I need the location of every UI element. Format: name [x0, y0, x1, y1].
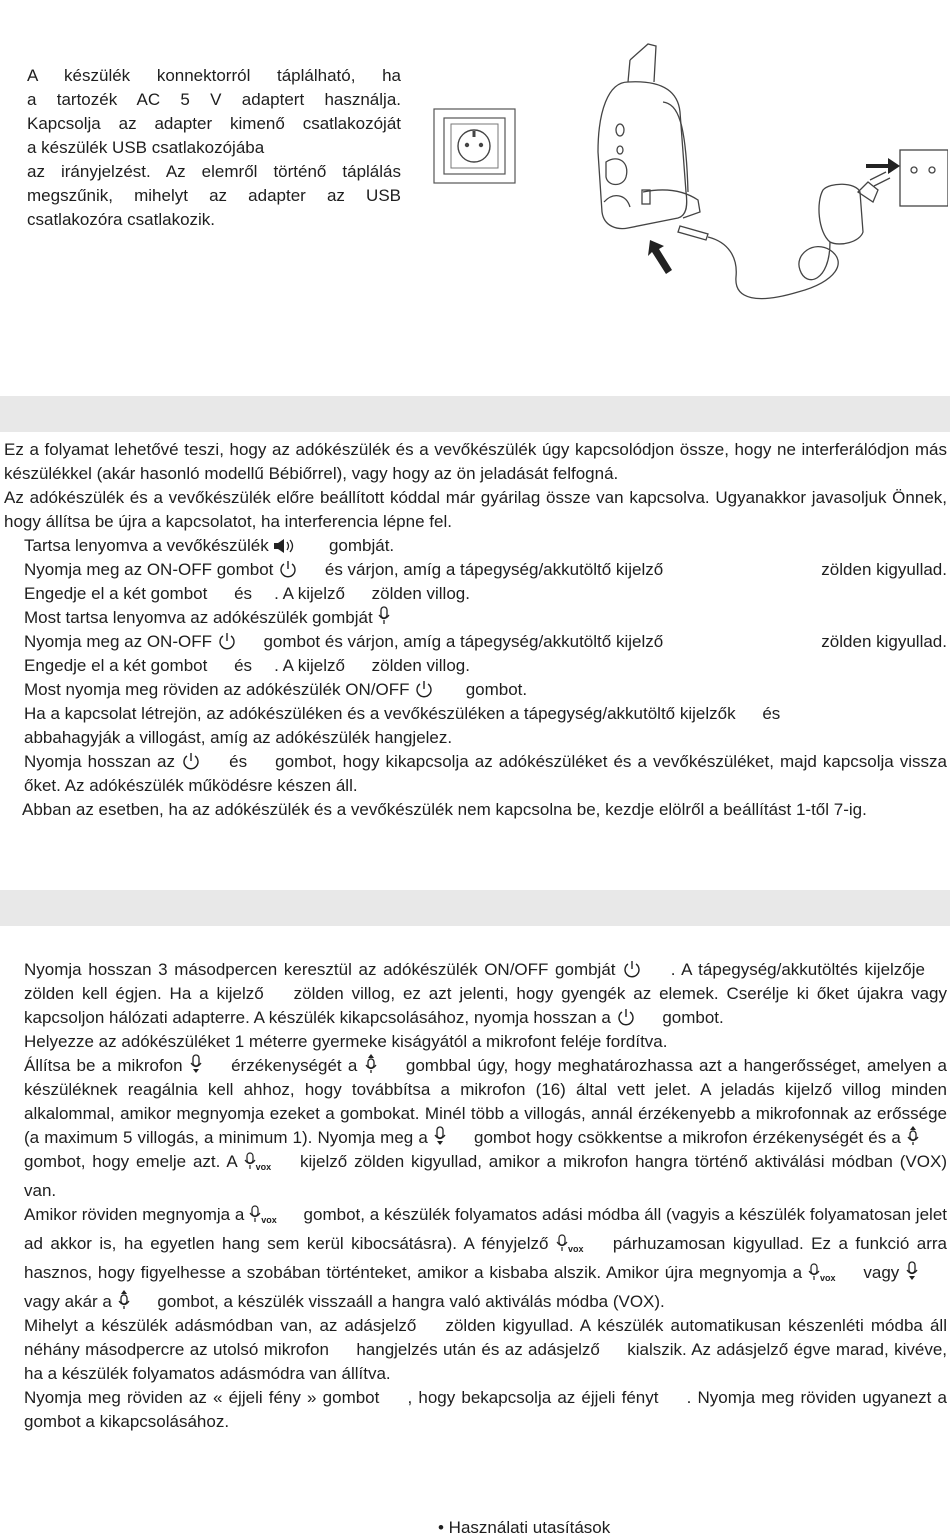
step-text: gombját. — [328, 536, 395, 555]
intro-line: az irányjelzést. Az elemről történő táplálás — [27, 162, 401, 181]
step-text: gombot, hogy kikapcsolja az adókészüléket és a vevőkészüléket, majd kapcsolja vissza őket. Az adókészülék működésre készen áll. — [24, 752, 948, 795]
step — [4, 678, 947, 702]
microphone-minus-icon — [189, 1054, 203, 1074]
step-text: . A kijelző — [274, 656, 345, 675]
microphone-icon — [377, 606, 391, 626]
text: hangjelzés után és az adásjelző — [356, 1340, 600, 1359]
text: gombot, hogy emelje azt. A — [24, 1152, 237, 1171]
vox-label: vox — [261, 1215, 277, 1225]
microphone-plus-icon — [117, 1290, 131, 1310]
power-icon — [616, 1008, 636, 1026]
device-adapter-illustration — [568, 42, 948, 322]
step-text: . A kijelző — [274, 584, 345, 603]
vox-label: vox — [819, 1273, 836, 1283]
speaker-icon — [273, 538, 297, 554]
paragraph — [24, 958, 947, 1030]
microphone-minus-icon — [905, 1261, 919, 1281]
paragraph: Az adókészülék és a vevőkészülék előre beállított kóddal már gyárilag össze van kapcsolva. Ugyanakkor javasoljuk Önnek, hogy állítsa be újra a kapcsolatot, ha interferencia lépne fel. — [4, 488, 947, 531]
vox-label: vox — [255, 1162, 272, 1172]
text: kijelző zölden kigyullad, amikor a mikrofon hangra történő aktiválási módban (VOX) van. — [24, 1152, 947, 1200]
step-text: és várjon, amíg a tápegység/akkutöltő kijelző — [324, 560, 664, 579]
text: . A tápegység/akkutöltés kijelzője — [670, 960, 925, 979]
paragraph: Ez a folyamat lehetővé teszi, hogy az adókészülék és a vevőkészülék úgy kapcsolódjon össze, hogy ne interferálódjon más készülékkel (akár hasonló modellű Bébiőrrel), vagy hogy az ön jeladását felfogná. — [4, 440, 947, 483]
step-text: és — [234, 656, 253, 675]
step-text: Engedje el a két gombot — [24, 656, 208, 675]
paragraph — [24, 1314, 947, 1386]
step-text: Nyomja meg az ON-OFF — [24, 632, 212, 651]
step-text: zölden villog. — [371, 584, 470, 603]
intro-text — [27, 64, 401, 232]
step-text: és — [234, 584, 253, 603]
microphone-vox-icon — [556, 1234, 584, 1261]
step-text: gombot. — [465, 680, 528, 699]
step-text: Nyomja meg az ON-OFF gombot — [24, 560, 274, 579]
text: párhuzamosan kigyullad. Ez a funkció arra hasznos, hogy figyelhesse a szobában történteket, amikor a kisbaba alszik. Amikor újra megnyomja a — [24, 1234, 947, 1282]
text: gombot. — [662, 1008, 724, 1027]
microphone-vox-icon — [249, 1205, 277, 1232]
step — [4, 606, 947, 630]
intro-line: Kapcsolja az adapter kimenő csatlakozóját — [27, 114, 401, 133]
intro-line: megszűnik, mihelyt az adapter az USB — [27, 186, 401, 205]
step — [4, 654, 947, 678]
step — [4, 630, 947, 654]
power-icon — [181, 752, 201, 770]
step-text: Ha a kapcsolat létrejön, az adókészüléken és a vevőkészüléken a tápegység/akkutöltő kijelzők — [24, 704, 736, 723]
text: érzékenységét a — [231, 1056, 358, 1075]
power-icon — [217, 632, 237, 650]
step — [4, 534, 947, 558]
text: gombot, a készülék folyamatos adási módba áll (vagyis a készülék folyamatosan jelet ad akkor is, ha egyetlen hang sem kerül kibocsátásra). A fényjelző — [24, 1205, 947, 1253]
step — [4, 582, 947, 606]
step-text: Most nyomja meg röviden az adókészülék ON/OFF — [24, 680, 410, 699]
microphone-minus-icon — [433, 1126, 447, 1146]
text: vagy — [863, 1263, 900, 1282]
text: Állítsa be a mikrofon — [24, 1056, 183, 1075]
step-text: gombot és várjon, amíg a tápegység/akkutöltő kijelző — [263, 632, 664, 651]
power-icon — [414, 680, 434, 698]
step-text: abbahagyják a villogást, amíg az adókészülék hangjelez. — [24, 728, 453, 747]
paragraph: Helyezze az adókészüléket 1 méterre gyermeke kiságyától a mikrofont feléje fordítva. — [24, 1032, 668, 1051]
text: vagy akár a — [24, 1292, 112, 1311]
step-text: Nyomja hosszan az — [24, 752, 175, 771]
footer-text: • Használati utasítások — [438, 1518, 611, 1537]
step-text: Abban az esetben, ha az adókészülék és a vevőkészülék nem kapcsolna be, kezdje elölről a beállítást 1-től 7-ig. — [22, 800, 867, 819]
step — [4, 750, 947, 798]
text: gombot hogy csökkentse a mikrofon érzékenységét és a — [473, 1128, 901, 1147]
step — [4, 558, 947, 582]
section-header-band — [0, 396, 950, 432]
paragraph — [24, 1386, 947, 1434]
text: gombot, a készülék visszaáll a hangra való aktiválás módba (VOX). — [157, 1292, 665, 1311]
paragraph — [24, 1203, 947, 1314]
text: zölden kell égjen. Ha a kijelző — [24, 984, 264, 1003]
microphone-plus-icon — [906, 1126, 920, 1146]
microphone-vox-icon — [808, 1263, 836, 1290]
text: zölden villog, ez azt jelenti, hogy gyengék az elemek. Cserélje ki őket újakra vagy kapcsoljon hálózati adapterre. A készülék kikapcsolásához, nyomja hosszan a — [24, 984, 947, 1027]
step-text: és — [229, 752, 248, 771]
text: Mihelyt a készülék adásmódban van, az adásjelző — [24, 1316, 417, 1335]
usage-section — [24, 958, 947, 1434]
microphone-plus-icon — [364, 1054, 378, 1074]
text: Nyomja hosszan 3 másodpercen keresztül az adókészülék ON/OFF gombját — [24, 960, 616, 979]
intro-line: csatlakozóra csatlakozik. — [27, 210, 216, 229]
text: Amikor röviden megnyomja a — [24, 1205, 245, 1224]
microphone-vox-icon — [244, 1152, 272, 1179]
step — [4, 798, 947, 822]
text: , hogy bekapcsolja az éjjeli fényt — [407, 1388, 659, 1407]
wall-socket-illustration — [433, 108, 516, 184]
paragraph — [24, 1054, 947, 1203]
step-text: zölden kigyullad. — [821, 560, 947, 579]
section-header-band — [0, 890, 950, 926]
power-icon — [278, 560, 298, 578]
intro-line: A készülék konnektorról táplálható, ha — [27, 66, 401, 85]
text: . Nyomja meg röviden ugyanezt a gombot a kikapcsolásához. — [24, 1388, 947, 1431]
text: gombbal úgy, hogy meghatározhassa azt a hangerősséget, amelyen a készüléknek reagálnia kell ahhoz, hogy továbbítsa a mikrofon (16) által vett jelet. A jeladás kijelző villog minden alkalommal, amikor megnyomja ezeket a gombokat. Minél több a villogás, annál érzékenyebb a mikrofonnak az erőssége (a maximum 5 villogás, a minimum 1). Nyomja meg a — [24, 1056, 947, 1147]
step-text: zölden kigyullad. — [821, 632, 947, 651]
text: kialszik. Az adásjelző égve marad, kivéve, ha a készülék folyamatos adásmódra van állítva. — [24, 1340, 947, 1383]
step-text: Tartsa lenyomva a vevőkészülék — [24, 536, 269, 555]
power-icon — [622, 960, 642, 978]
intro-line: a készülék USB csatlakozójába — [27, 138, 265, 157]
step-text: és — [762, 704, 781, 723]
pairing-section — [4, 438, 947, 822]
step — [4, 702, 947, 750]
step-text: zölden villog. — [371, 656, 470, 675]
step-text: Engedje el a két gombot — [24, 584, 208, 603]
text: Nyomja meg röviden az « éjjeli fény » gombot — [24, 1388, 380, 1407]
vox-label: vox — [567, 1244, 584, 1254]
intro-line: a tartozék AC 5 V adaptert használja. — [27, 90, 401, 109]
text: zölden kigyullad. A készülék automatikusan készenléti módba áll néhány másodpercre az utolsó mikrofon — [24, 1316, 947, 1359]
step-text: Most tartsa lenyomva az adókészülék gombját — [24, 608, 373, 627]
